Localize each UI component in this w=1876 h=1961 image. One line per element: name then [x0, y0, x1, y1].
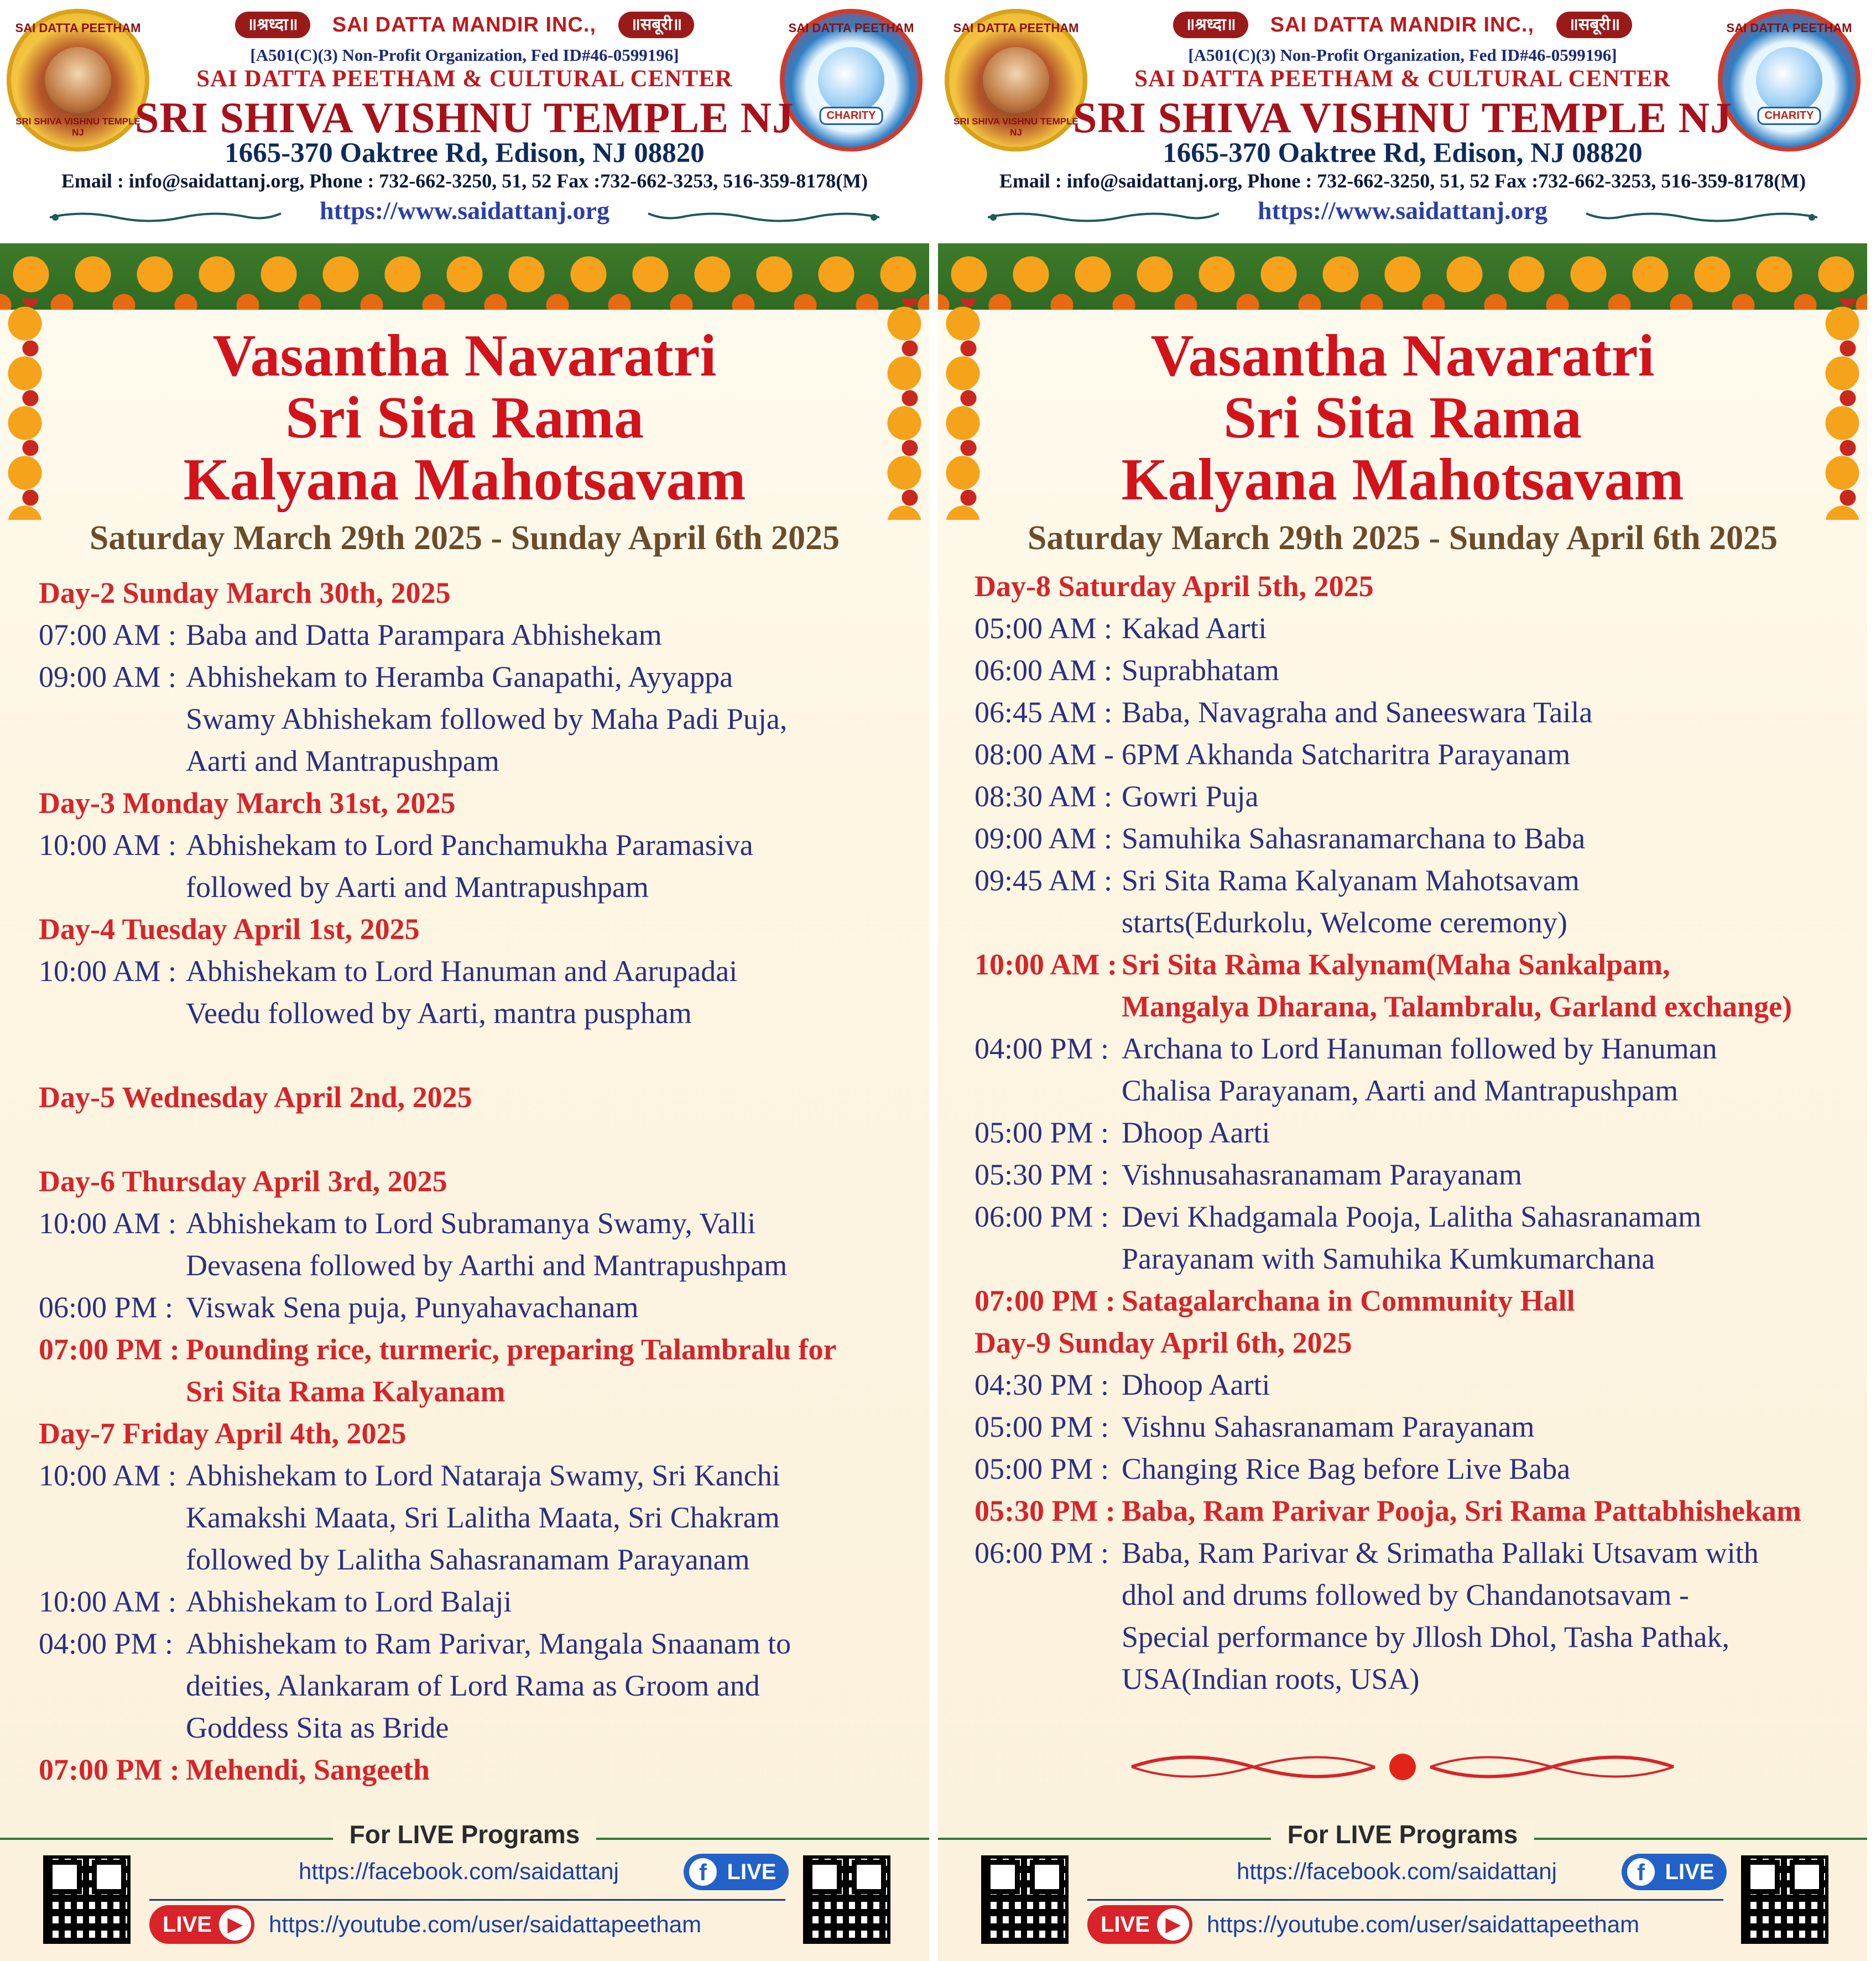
temple-address: 1665-370 Oaktree Rd, Edison, NJ 08820: [225, 138, 705, 169]
charity-badge: CHARITY: [820, 107, 883, 125]
schedule-gap: [39, 1034, 896, 1076]
facebook-icon: f: [1627, 1858, 1655, 1886]
entry-description: Suprabhatam: [1122, 654, 1279, 687]
schedule-entry: [39, 1454, 896, 1581]
temple-header: [0, 0, 929, 243]
event-title-line1: Vasantha Navaratri: [1150, 323, 1655, 389]
day-heading: Day-7 Friday April 4th, 2025: [39, 1417, 407, 1450]
entry-time: 05:00 AM :: [975, 612, 1113, 645]
entry-time: 10:00 AM :: [39, 1459, 177, 1492]
mandir-row: [0, 11, 929, 38]
contact-info: Email : info@saidattanj.org, Phone : 732-662-3250, 51, 52 Fax :732-662-3253, 516-359-8178(M): [999, 170, 1806, 192]
qr-code-facebook[interactable]: [981, 1855, 1069, 1944]
entry-time: 05:00 PM :: [975, 1452, 1109, 1485]
entry-description: Baba and Datta Parampara Abhishekam: [186, 618, 662, 651]
schedule-entry: [39, 656, 896, 782]
flyer-panel-right: [938, 0, 1867, 1961]
event-title-line2: Sri Sita Rama: [285, 385, 644, 451]
schedule-entry: [975, 1154, 1845, 1196]
entry-description: Dhoop Aarti: [1122, 1116, 1270, 1149]
entry-time: 10:00 AM :: [39, 955, 177, 988]
schedule-entry: [975, 649, 1845, 691]
facebook-live-label: LIVE: [1665, 1860, 1715, 1884]
entry-time: 09:00 AM :: [39, 660, 177, 693]
entry-description: Abhishekam to Lord Subramanya Swamy, Valli Devasena followed by Aarthi and Mantrapushpam: [186, 1207, 788, 1282]
logo-ring-text: SAI DATTA PEETHAM: [788, 21, 914, 35]
event-title-line1: Vasantha Navaratri: [212, 323, 717, 389]
live-programs-title: [938, 1819, 1867, 1849]
schedule-left: [39, 572, 896, 1791]
entry-description: Abhishekam to Ram Parivar, Mangala Snaanam to deities, Alankaram of Lord Rama as Groom and Goddess Sita as Bride: [186, 1627, 791, 1744]
facebook-live-badge[interactable]: [1622, 1854, 1727, 1890]
charity-badge: CHARITY: [1758, 107, 1821, 125]
youtube-link[interactable]: https://youtube.com/user/saidattapeetham: [269, 1911, 702, 1937]
schedule-entry: [975, 1112, 1845, 1154]
schedule-entry: [975, 1028, 1845, 1112]
entry-time: 05:00 PM :: [975, 1410, 1109, 1443]
entry-time: 09:00 AM :: [975, 822, 1113, 855]
event-date-range: Saturday March 29th 2025 - Sunday April 6th 2025: [1027, 519, 1778, 557]
entry-description: Dhoop Aarti: [1122, 1368, 1270, 1401]
entry-time: 09:45 AM :: [975, 864, 1113, 897]
live-programs-title: [0, 1819, 929, 1849]
logo-ring-text: SRI SHIVA VISHNU TEMPLE NJ: [15, 116, 140, 138]
schedule-entry: [975, 859, 1845, 943]
schedule-entry: [975, 817, 1845, 859]
footer-separator: [149, 1899, 785, 1901]
event-title-line3: Kalyana Mahotsavam: [183, 447, 746, 513]
marigold-garland: [0, 243, 929, 310]
schedule-gap: [39, 1118, 896, 1160]
panel-divider: [929, 0, 938, 1961]
entry-time: 10:00 AM :: [39, 828, 177, 862]
entry-time: 05:30 PM :: [975, 1158, 1109, 1191]
entry-description: Devi Khadgamala Pooja, Lalitha Sahasranamam Parayanam with Samuhika Kumkumarchana: [1122, 1200, 1702, 1275]
entry-time: 04:00 PM :: [975, 1032, 1109, 1065]
entry-description: Gowri Puja: [1122, 780, 1259, 813]
live-programs-label: For LIVE Programs: [333, 1819, 597, 1849]
youtube-live-label: LIVE: [163, 1912, 212, 1937]
flyer-panel-left: [0, 0, 929, 1961]
qr-code-youtube[interactable]: [803, 1855, 890, 1944]
shraddha-badge: ॥श्रध्दा॥: [1173, 12, 1248, 38]
day-heading: Day-8 Saturday April 5th, 2025: [975, 570, 1374, 603]
temple-name: SRI SHIVA VISHNU TEMPLE NJ: [134, 93, 795, 142]
entry-description: Pounding rice, turmeric, preparing Talambralu for Sri Sita Rama Kalyanam: [186, 1333, 837, 1408]
mandir-name: SAI DATTA MANDIR INC.,: [332, 13, 597, 36]
entry-description: Sri Sita Ràma Kalynam(Maha Sankalpam, Mangalya Dharana, Talambralu, Garland exchange): [1122, 948, 1792, 1023]
entry-time: 10:00 AM :: [39, 1585, 177, 1618]
schedule-entry: [975, 1364, 1845, 1406]
nonprofit-line: [A501(C)(3) Non-Profit Organization, Fed ID#46-0599196]: [250, 45, 679, 65]
youtube-live-badge[interactable]: [1087, 1905, 1192, 1944]
temple-name: SRI SHIVA VISHNU TEMPLE NJ: [1072, 93, 1733, 142]
qr-code-youtube[interactable]: [1741, 1855, 1828, 1944]
entry-description: Abhishekam to Lord Hanuman and Aarupadai Veedu followed by Aarti, mantra puspham: [186, 955, 738, 1030]
schedule-entry: [39, 1328, 896, 1412]
entry-description: Kakad Aarti: [1122, 612, 1267, 645]
logo-ring-text: SRI SHIVA VISHNU TEMPLE NJ: [953, 116, 1078, 138]
live-programs-label: For LIVE Programs: [1271, 1819, 1535, 1849]
logo-ring-text: SAI DATTA PEETHAM: [953, 21, 1079, 35]
footer-separator: [1087, 1899, 1723, 1901]
swirl-ornament-icon: [50, 210, 282, 225]
entry-description: Abhishekam to Lord Panchamukha Paramasiva followed by Aarti and Mantrapushpam: [186, 828, 753, 904]
entry-description: Abhishekam to Heramba Ganapathi, Ayyappa Swamy Abhishekam followed by Maha Padi Puja, Aarti and Mantrapushpam: [186, 660, 788, 778]
event-title-line2: Sri Sita Rama: [1223, 385, 1582, 451]
entry-time: 06:45 AM :: [975, 696, 1113, 729]
entry-description: Abhishekam to Lord Balaji: [186, 1585, 512, 1618]
entry-time: 06:00 PM :: [975, 1536, 1109, 1569]
day-heading: Day-4 Tuesday April 1st, 2025: [39, 912, 420, 946]
saburi-badge: ॥सबूरी॥: [618, 12, 694, 38]
entry-time: 07:00 AM :: [39, 618, 177, 651]
schedule-entry: [39, 1286, 896, 1328]
entry-description: Abhishekam to Lord Nataraja Swamy, Sri Kanchi Kamakshi Maata, Sri Lalitha Maata, Sri Chakram followed by Lalitha Sahasranamam Parayanam: [186, 1459, 780, 1576]
play-icon: ▶: [219, 1908, 251, 1941]
saburi-badge: ॥सबूरी॥: [1556, 12, 1632, 38]
entry-description: Sri Sita Rama Kalyanam Mahotsavam starts(Edurkolu, Welcome ceremony): [1122, 864, 1580, 939]
entry-time: 04:00 PM :: [39, 1627, 174, 1660]
schedule-entry: [39, 824, 896, 908]
entry-time: 08:00 AM -: [975, 738, 1114, 771]
entry-time: 08:30 AM :: [975, 780, 1113, 813]
facebook-icon: f: [689, 1858, 717, 1886]
nonprofit-line: [A501(C)(3) Non-Profit Organization, Fed ID#46-0599196]: [1188, 45, 1617, 65]
website-link[interactable]: https://www.saidattanj.org: [320, 196, 609, 225]
shraddha-badge: ॥श्रध्दा॥: [235, 12, 310, 38]
entry-time: 04:30 PM :: [975, 1368, 1109, 1401]
mandir-row: [938, 11, 1867, 38]
entry-time: 06:00 AM :: [975, 654, 1113, 687]
entry-description: Satagalarchana in Community Hall: [1122, 1284, 1575, 1317]
schedule-entry: [975, 1406, 1845, 1448]
temple-address: 1665-370 Oaktree Rd, Edison, NJ 08820: [1163, 138, 1643, 169]
entry-time: 10:00 AM :: [39, 1207, 177, 1240]
entry-description: 6PM Akhanda Satcharitra Parayanam: [1122, 738, 1571, 771]
entry-time: 10:00 AM :: [975, 948, 1117, 981]
entry-description: Archana to Lord Hanuman followed by Hanuman Chalisa Parayanam, Aarti and Mantrapushpam: [1122, 1032, 1717, 1107]
youtube-live-badge[interactable]: [149, 1905, 254, 1944]
entry-description: Viswak Sena puja, Punyahavachanam: [186, 1291, 639, 1324]
peetham-name: SAI DATTA PEETHAM & CULTURAL CENTER: [1134, 66, 1671, 92]
event-title-line3: Kalyana Mahotsavam: [1121, 447, 1684, 513]
swirl-ornament-icon: [647, 210, 879, 225]
day-heading: Day-2 Sunday March 30th, 2025: [39, 576, 451, 609]
youtube-link[interactable]: https://youtube.com/user/saidattapeetham: [1207, 1911, 1640, 1937]
entry-description: Changing Rice Bag before Live Baba: [1122, 1452, 1571, 1485]
play-icon: ▶: [1157, 1908, 1189, 1941]
qr-code-facebook[interactable]: [43, 1855, 131, 1944]
schedule-entry: [39, 1581, 896, 1623]
schedule-entry: [975, 775, 1845, 817]
schedule-entry: [975, 1196, 1845, 1280]
entry-time: 07:00 PM :: [975, 1284, 1116, 1317]
day-heading: Day-3 Monday March 31st, 2025: [39, 786, 456, 820]
facebook-link[interactable]: https://facebook.com/saidattanj: [1237, 1858, 1557, 1884]
event-date-range: Saturday March 29th 2025 - Sunday April 6th 2025: [89, 519, 840, 557]
mandir-name: SAI DATTA MANDIR INC.,: [1270, 13, 1535, 36]
entry-description: Baba, Ram Parivar Pooja, Sri Rama Pattabhishekam: [1122, 1494, 1801, 1527]
schedule-right: [975, 565, 1845, 1700]
entry-description: Baba, Ram Parivar & Srimatha Pallaki Utsavam with dhol and drums followed by Chandanotsavam - Special performance by Jllosh Dhol, Tasha Pathak, USA(Indian roots, USA): [1122, 1536, 1759, 1696]
swirl-ornament-icon: [1585, 210, 1817, 225]
entry-description: Vishnu Sahasranamam Parayanam: [1122, 1410, 1535, 1443]
schedule-entry: [39, 1202, 896, 1286]
entry-time: 07:00 PM :: [39, 1753, 180, 1786]
schedule-entry: [39, 1749, 896, 1791]
entry-time: 07:00 PM :: [39, 1333, 180, 1366]
logo-ring-text: SAI DATTA PEETHAM: [1726, 21, 1852, 35]
floral-divider-icon: [1121, 1748, 1685, 1786]
facebook-live-badge[interactable]: [684, 1854, 789, 1890]
schedule-entry: [975, 1280, 1845, 1322]
schedule-entry: [39, 950, 896, 1034]
schedule-entry: [39, 614, 896, 656]
entry-description: Samuhika Sahasranamarchana to Baba: [1122, 822, 1586, 855]
entry-time: 06:00 PM :: [975, 1200, 1109, 1233]
logo-ring-text: SAI DATTA PEETHAM: [15, 21, 141, 35]
schedule-entry: [39, 1623, 896, 1749]
marigold-garland: [938, 243, 1867, 310]
swirl-ornament-icon: [988, 210, 1220, 225]
entry-time: 06:00 PM :: [39, 1291, 174, 1324]
schedule-entry: [975, 1448, 1845, 1490]
day-heading: Day-9 Sunday April 6th, 2025: [975, 1326, 1352, 1359]
schedule-entry: [975, 733, 1845, 775]
entry-time: 05:00 PM :: [975, 1116, 1109, 1149]
entry-description: Baba, Navagraha and Saneeswara Taila: [1122, 696, 1593, 729]
entry-description: Vishnusahasranamam Parayanam: [1122, 1158, 1523, 1191]
temple-header: [938, 0, 1867, 243]
schedule-entry: [975, 943, 1845, 1028]
entry-time: 05:30 PM :: [975, 1494, 1116, 1527]
website-link[interactable]: https://www.saidattanj.org: [1258, 196, 1547, 225]
schedule-entry: [975, 607, 1845, 649]
contact-info: Email : info@saidattanj.org, Phone : 732-662-3250, 51, 52 Fax :732-662-3253, 516-359-8178(M): [61, 170, 868, 192]
youtube-live-label: LIVE: [1101, 1912, 1150, 1937]
schedule-entry: [975, 1532, 1845, 1700]
entry-description: Mehendi, Sangeeth: [186, 1753, 430, 1786]
day-heading: Day-5 Wednesday April 2nd, 2025: [39, 1081, 472, 1114]
schedule-entry: [975, 691, 1845, 733]
peetham-name: SAI DATTA PEETHAM & CULTURAL CENTER: [196, 66, 733, 92]
schedule-entry: [975, 1490, 1845, 1532]
day-heading: Day-6 Thursday April 3rd, 2025: [39, 1165, 447, 1198]
facebook-live-label: LIVE: [727, 1860, 777, 1884]
facebook-link[interactable]: https://facebook.com/saidattanj: [299, 1858, 619, 1884]
